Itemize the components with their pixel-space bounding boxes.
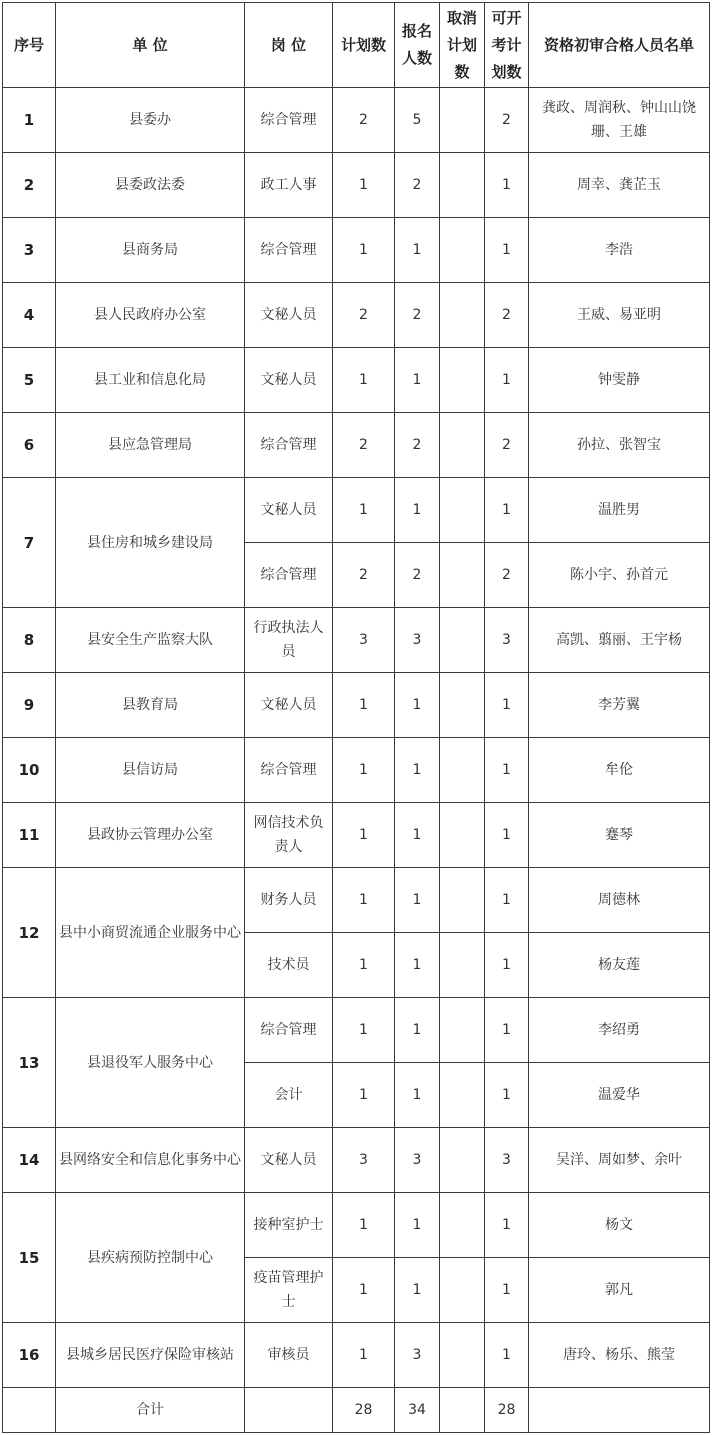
names-cell: 杨文 <box>529 1193 710 1258</box>
registered-cell: 1 <box>395 998 440 1063</box>
header-names: 资格初审合格人员名单 <box>529 3 710 88</box>
cancelled-cell <box>440 478 485 543</box>
available-cell: 1 <box>485 998 529 1063</box>
names-cell: 杨友莲 <box>529 933 710 998</box>
post-cell: 网信技术负责人 <box>245 803 333 868</box>
seq-cell: 1 <box>3 88 56 153</box>
header-seq: 序号 <box>3 3 56 88</box>
registered-cell: 3 <box>395 608 440 673</box>
plan-cell: 1 <box>333 1193 395 1258</box>
table-row <box>3 478 710 543</box>
plan-cell: 1 <box>333 868 395 933</box>
header-available: 可开考计划数 <box>485 3 529 88</box>
post-cell: 综合管理 <box>245 88 333 153</box>
plan-cell: 3 <box>333 1128 395 1193</box>
seq-cell: 12 <box>3 868 56 998</box>
names-cell: 蹇琴 <box>529 803 710 868</box>
post-cell: 财务人员 <box>245 868 333 933</box>
total-post-cell <box>245 1388 333 1433</box>
post-cell: 文秘人员 <box>245 673 333 738</box>
unit-cell: 县城乡居民医疗保险审核站 <box>56 1323 245 1388</box>
plan-cell: 1 <box>333 998 395 1063</box>
cancelled-cell <box>440 1258 485 1323</box>
table-row <box>3 803 710 868</box>
registered-cell: 1 <box>395 348 440 413</box>
post-cell: 文秘人员 <box>245 348 333 413</box>
header-unit: 单 位 <box>56 3 245 88</box>
registered-cell: 3 <box>395 1323 440 1388</box>
unit-cell: 县政协云管理办公室 <box>56 803 245 868</box>
available-cell: 1 <box>485 868 529 933</box>
cancelled-cell <box>440 543 485 608</box>
unit-cell: 县网络安全和信息化事务中心 <box>56 1128 245 1193</box>
available-cell: 2 <box>485 88 529 153</box>
table-row <box>3 348 710 413</box>
post-cell: 文秘人员 <box>245 478 333 543</box>
table-row <box>3 1128 710 1193</box>
cancelled-cell <box>440 803 485 868</box>
registered-cell: 2 <box>395 153 440 218</box>
unit-cell: 县教育局 <box>56 673 245 738</box>
table-row <box>3 413 710 478</box>
registered-cell: 2 <box>395 413 440 478</box>
seq-cell: 10 <box>3 738 56 803</box>
unit-cell: 县中小商贸流通企业服务中心 <box>56 868 245 998</box>
table-row <box>3 608 710 673</box>
available-cell: 3 <box>485 608 529 673</box>
post-cell: 文秘人员 <box>245 1128 333 1193</box>
post-cell: 综合管理 <box>245 543 333 608</box>
cancelled-cell <box>440 1063 485 1128</box>
table-row <box>3 218 710 283</box>
registered-cell: 2 <box>395 283 440 348</box>
available-cell: 3 <box>485 1128 529 1193</box>
table-row <box>3 868 710 933</box>
names-cell: 郭凡 <box>529 1258 710 1323</box>
names-cell: 李浩 <box>529 218 710 283</box>
table-row <box>3 1193 710 1258</box>
header-plan: 计划数 <box>333 3 395 88</box>
available-cell: 1 <box>485 803 529 868</box>
registered-cell: 1 <box>395 738 440 803</box>
seq-cell: 9 <box>3 673 56 738</box>
header-registered: 报名人数 <box>395 3 440 88</box>
available-cell: 1 <box>485 1063 529 1128</box>
names-cell: 李绍勇 <box>529 998 710 1063</box>
cancelled-cell <box>440 153 485 218</box>
registered-cell: 2 <box>395 543 440 608</box>
cancelled-cell <box>440 413 485 478</box>
cancelled-cell <box>440 1128 485 1193</box>
table-body <box>3 88 710 1388</box>
names-cell: 吴洋、周如梦、余叶 <box>529 1128 710 1193</box>
post-cell: 综合管理 <box>245 998 333 1063</box>
total-plan: 28 <box>333 1388 395 1433</box>
plan-cell: 1 <box>333 153 395 218</box>
registered-cell: 1 <box>395 1193 440 1258</box>
plan-cell: 3 <box>333 608 395 673</box>
available-cell: 2 <box>485 543 529 608</box>
available-cell: 1 <box>485 1323 529 1388</box>
registered-cell: 1 <box>395 868 440 933</box>
unit-cell: 县住房和城乡建设局 <box>56 478 245 608</box>
registered-cell: 1 <box>395 673 440 738</box>
post-cell: 综合管理 <box>245 413 333 478</box>
post-cell: 疫苗管理护士 <box>245 1258 333 1323</box>
cancelled-cell <box>440 283 485 348</box>
post-cell: 政工人事 <box>245 153 333 218</box>
plan-cell: 1 <box>333 478 395 543</box>
post-cell: 接种室护士 <box>245 1193 333 1258</box>
plan-cell: 1 <box>333 738 395 803</box>
plan-cell: 1 <box>333 933 395 998</box>
registered-cell: 5 <box>395 88 440 153</box>
available-cell: 1 <box>485 673 529 738</box>
post-cell: 审核员 <box>245 1323 333 1388</box>
header-post: 岗 位 <box>245 3 333 88</box>
unit-cell: 县委办 <box>56 88 245 153</box>
seq-cell: 13 <box>3 998 56 1128</box>
names-cell: 王威、易亚明 <box>529 283 710 348</box>
names-cell: 温爱华 <box>529 1063 710 1128</box>
registered-cell: 1 <box>395 1063 440 1128</box>
names-cell: 陈小宇、孙首元 <box>529 543 710 608</box>
seq-cell: 5 <box>3 348 56 413</box>
seq-cell: 16 <box>3 1323 56 1388</box>
table-row <box>3 998 710 1063</box>
post-cell: 技术员 <box>245 933 333 998</box>
available-cell: 1 <box>485 218 529 283</box>
table-row <box>3 153 710 218</box>
registered-cell: 3 <box>395 1128 440 1193</box>
total-label: 合计 <box>56 1388 245 1433</box>
total-names-cell <box>529 1388 710 1433</box>
cancelled-cell <box>440 998 485 1063</box>
names-cell: 钟雯静 <box>529 348 710 413</box>
available-cell: 1 <box>485 348 529 413</box>
names-cell: 唐玲、杨乐、熊莹 <box>529 1323 710 1388</box>
table-row <box>3 283 710 348</box>
seq-cell: 3 <box>3 218 56 283</box>
plan-cell: 1 <box>333 348 395 413</box>
unit-cell: 县退役军人服务中心 <box>56 998 245 1128</box>
plan-cell: 2 <box>333 88 395 153</box>
cancelled-cell <box>440 608 485 673</box>
registered-cell: 1 <box>395 218 440 283</box>
cancelled-cell <box>440 1323 485 1388</box>
post-cell: 行政执法人员 <box>245 608 333 673</box>
plan-cell: 1 <box>333 1323 395 1388</box>
unit-cell: 县安全生产监察大队 <box>56 608 245 673</box>
cancelled-cell <box>440 88 485 153</box>
plan-cell: 1 <box>333 1258 395 1323</box>
available-cell: 2 <box>485 413 529 478</box>
registered-cell: 1 <box>395 803 440 868</box>
registered-cell: 1 <box>395 478 440 543</box>
unit-cell: 县疾病预防控制中心 <box>56 1193 245 1323</box>
table-row <box>3 673 710 738</box>
qualification-table <box>2 2 710 1433</box>
available-cell: 1 <box>485 738 529 803</box>
plan-cell: 2 <box>333 413 395 478</box>
available-cell: 1 <box>485 478 529 543</box>
unit-cell: 县委政法委 <box>56 153 245 218</box>
plan-cell: 2 <box>333 283 395 348</box>
names-cell: 牟伦 <box>529 738 710 803</box>
cancelled-cell <box>440 673 485 738</box>
plan-cell: 1 <box>333 218 395 283</box>
table-row <box>3 738 710 803</box>
unit-cell: 县工业和信息化局 <box>56 348 245 413</box>
table-row <box>3 88 710 153</box>
unit-cell: 县商务局 <box>56 218 245 283</box>
cancelled-cell <box>440 868 485 933</box>
cancelled-cell <box>440 218 485 283</box>
names-cell: 李芳翼 <box>529 673 710 738</box>
names-cell: 周幸、龚芷玉 <box>529 153 710 218</box>
available-cell: 1 <box>485 1193 529 1258</box>
names-cell: 周德林 <box>529 868 710 933</box>
cancelled-cell <box>440 1193 485 1258</box>
seq-cell: 6 <box>3 413 56 478</box>
names-cell: 高凯、翦丽、王宇杨 <box>529 608 710 673</box>
seq-cell: 7 <box>3 478 56 608</box>
seq-cell: 2 <box>3 153 56 218</box>
post-cell: 文秘人员 <box>245 283 333 348</box>
unit-cell: 县信访局 <box>56 738 245 803</box>
post-cell: 综合管理 <box>245 738 333 803</box>
registered-cell: 1 <box>395 1258 440 1323</box>
total-available: 28 <box>485 1388 529 1433</box>
cancelled-cell <box>440 933 485 998</box>
unit-cell: 县人民政府办公室 <box>56 283 245 348</box>
available-cell: 1 <box>485 933 529 998</box>
cancelled-cell <box>440 348 485 413</box>
names-cell: 温胜男 <box>529 478 710 543</box>
plan-cell: 1 <box>333 673 395 738</box>
seq-cell: 8 <box>3 608 56 673</box>
header-row <box>3 3 710 88</box>
post-cell: 会计 <box>245 1063 333 1128</box>
seq-cell: 11 <box>3 803 56 868</box>
cancelled-cell <box>440 738 485 803</box>
available-cell: 1 <box>485 1258 529 1323</box>
total-seq-cell <box>3 1388 56 1433</box>
registered-cell: 1 <box>395 933 440 998</box>
table-row <box>3 1323 710 1388</box>
names-cell: 孙拉、张智宝 <box>529 413 710 478</box>
total-registered: 34 <box>395 1388 440 1433</box>
header-cancelled: 取消计划数 <box>440 3 485 88</box>
total-row <box>3 1388 710 1433</box>
unit-cell: 县应急管理局 <box>56 413 245 478</box>
seq-cell: 14 <box>3 1128 56 1193</box>
seq-cell: 4 <box>3 283 56 348</box>
plan-cell: 1 <box>333 1063 395 1128</box>
total-cancelled <box>440 1388 485 1433</box>
seq-cell: 15 <box>3 1193 56 1323</box>
available-cell: 1 <box>485 153 529 218</box>
plan-cell: 1 <box>333 803 395 868</box>
post-cell: 综合管理 <box>245 218 333 283</box>
names-cell: 龚政、周润秋、钟山山饶珊、王雄 <box>529 88 710 153</box>
available-cell: 2 <box>485 283 529 348</box>
plan-cell: 2 <box>333 543 395 608</box>
